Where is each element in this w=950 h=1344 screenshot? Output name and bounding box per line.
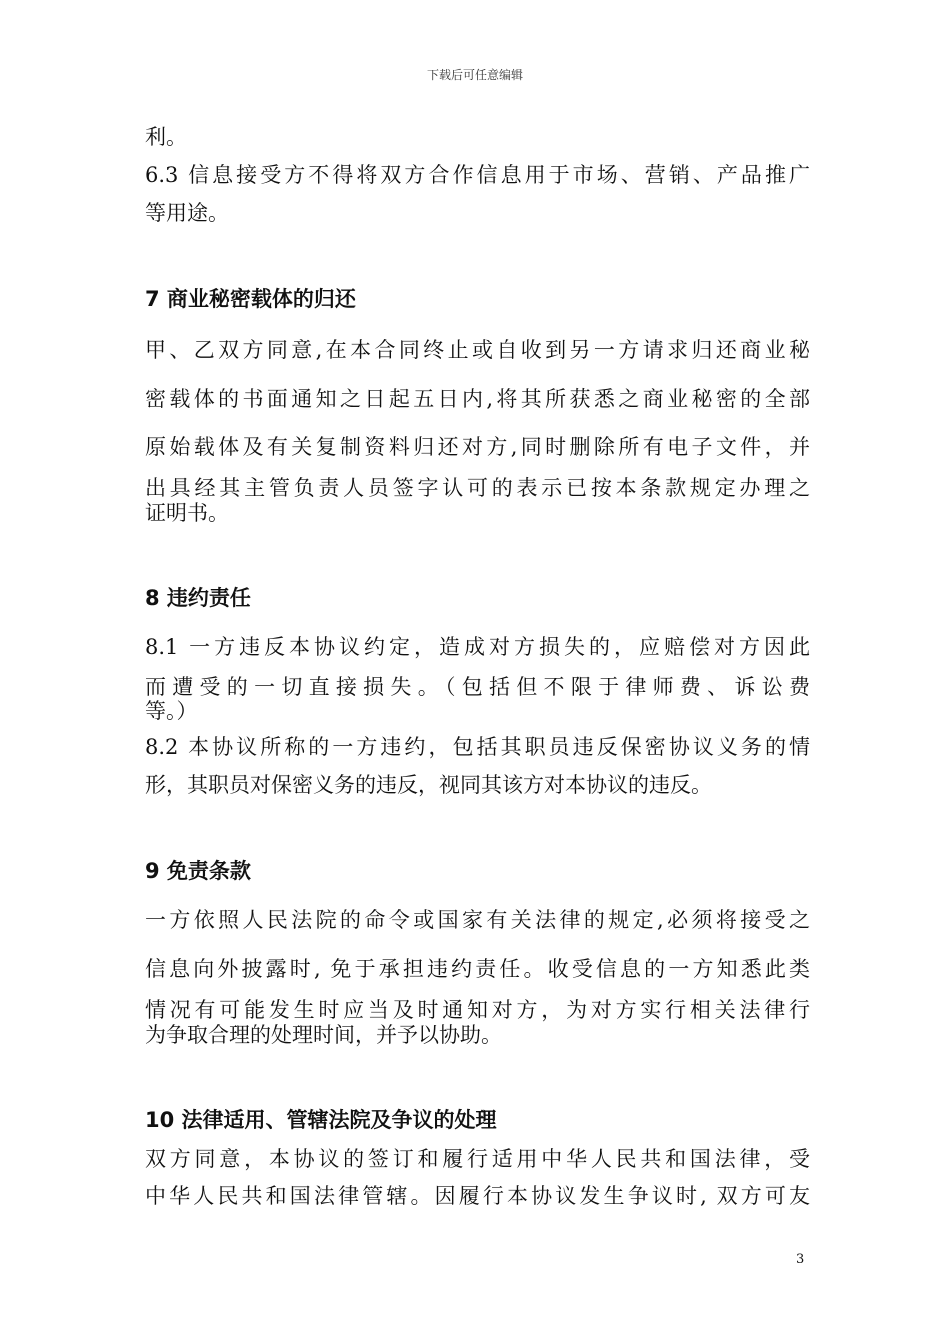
text-line: 形，其职员对保密义务的违反，视同其该方对本协议的违反。 — [145, 773, 712, 797]
text-line: 利。 — [145, 125, 187, 149]
text-line: 6.3 信息接受方不得将双方合作信息用于市场、营销、产品推广 — [145, 163, 810, 187]
text-line: 情况有可能发生时应当及时通知对方，为对方实行相关法律行 — [145, 998, 810, 1022]
page-number: 3 — [796, 1252, 805, 1267]
section-heading-8: 8 违约责任 — [145, 586, 251, 610]
text-line: 为争取合理的处理时间，并予以协助。 — [145, 1023, 502, 1047]
text-line: 而遭受的一切直接损失。（包括但不限于律师费、诉讼费 — [145, 675, 810, 699]
text-line: 8.1 一方违反本协议约定，造成对方损失的，应赔偿对方因此 — [145, 635, 810, 659]
text-line: 8.2 本协议所称的一方违约，包括其职员违反保密协议义务的情 — [145, 735, 810, 759]
text-line: 密载体的书面通知之日起五日内,将其所获悉之商业秘密的全部 — [145, 387, 810, 411]
text-line: 证明书。 — [145, 501, 229, 525]
text-line: 等。） — [145, 699, 198, 723]
text-line: 信息向外披露时, 免于承担违约责任。收受信息的一方知悉此类 — [145, 957, 810, 981]
page-header: 下载后可任意编辑 — [426, 68, 523, 82]
section-heading-9: 9 免责条款 — [145, 859, 251, 883]
text-line: 甲、乙双方同意,在本合同终止或自收到另一方请求归还商业秘 — [145, 338, 810, 362]
text-line: 原始载体及有关复制资料归还对方,同时删除所有电子文件，并 — [145, 435, 810, 459]
section-heading-7: 7 商业秘密载体的归还 — [145, 287, 356, 311]
text-line: 一方依照人民法院的命令或国家有关法律的规定,必须将接受之 — [145, 908, 810, 932]
text-line: 出具经其主管负责人员签字认可的表示已按本条款规定办理之 — [145, 476, 810, 500]
section-heading-10: 10 法律适用、管辖法院及争议的处理 — [145, 1108, 497, 1132]
text-line: 中华人民共和国法律管辖。因履行本协议发生争议时, 双方可友 — [145, 1184, 810, 1208]
text-line: 等用途。 — [145, 201, 229, 225]
text-line: 双方同意，本协议的签订和履行适用中华人民共和国法律，受 — [145, 1147, 810, 1171]
